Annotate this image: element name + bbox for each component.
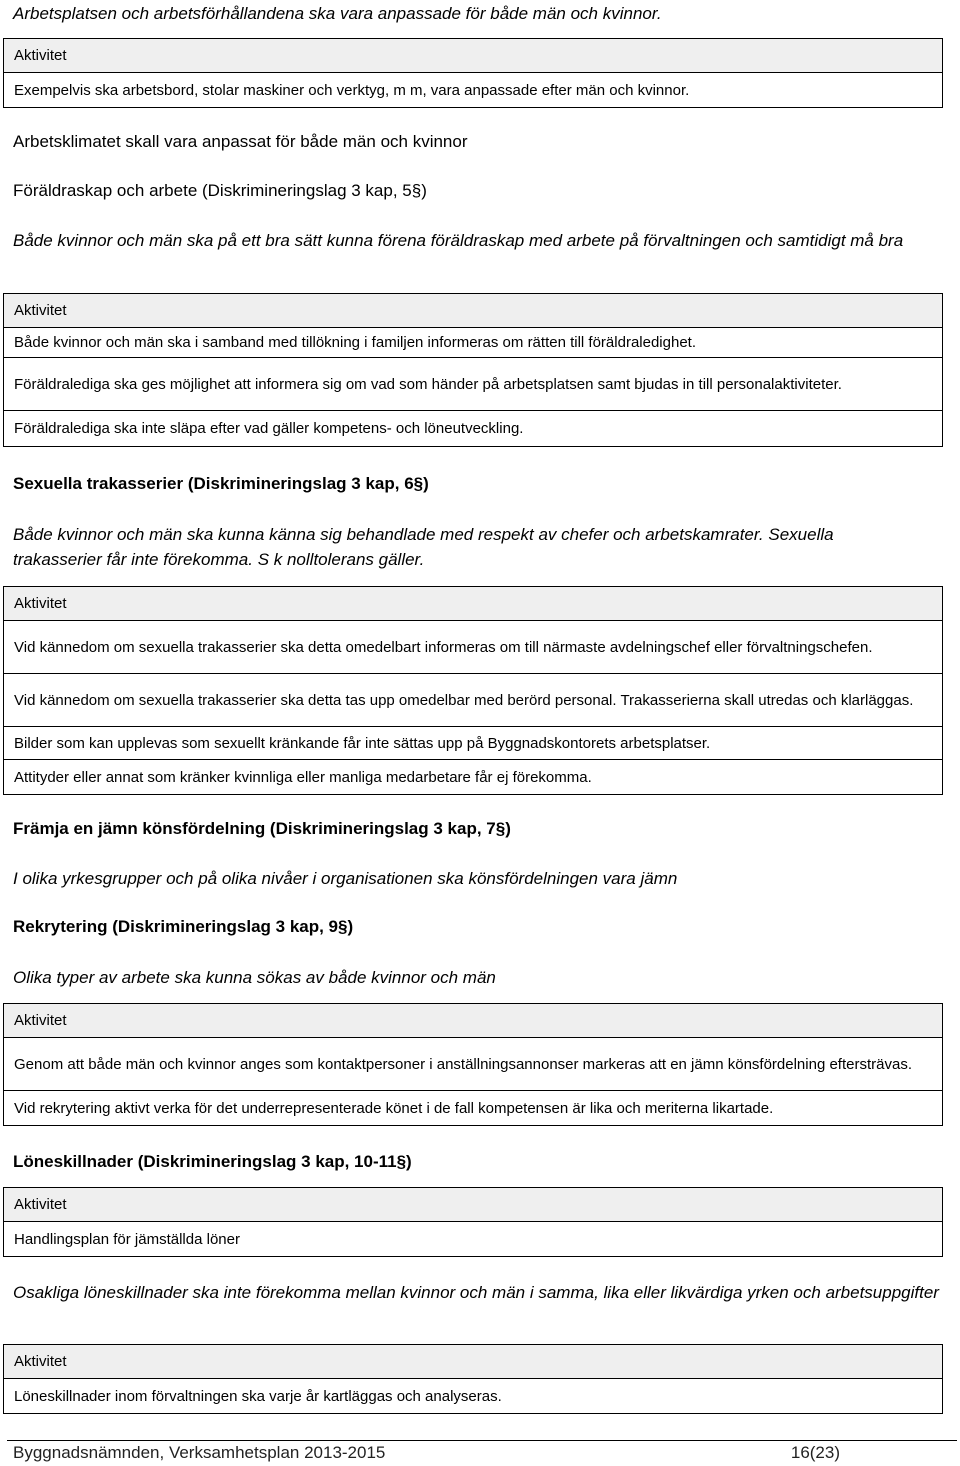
footer-document-title: Byggnadsnämnden, Verksamhetsplan 2013-2015 (13, 1443, 386, 1462)
section-goal-harassment: Både kvinnor och män ska kunna känna sig behandlade med respekt av chefer och arbetskamrater. Sexuella trakasserier får inte förekomma. S k nolltolerans gäller. (13, 525, 834, 569)
activity-box-header: Aktivitet (4, 1345, 942, 1379)
activity-box (3, 1003, 943, 1126)
activity-item: Föräldralediga ska inte släpa efter vad gäller kompetens- och löneutveckling. (14, 420, 524, 437)
climate-statement: Arbetsklimatet skall vara anpassat för både män och kvinnor (13, 132, 468, 151)
section-heading-pay: Löneskillnader (Diskrimineringslag 3 kap, 10-11§) (13, 1152, 412, 1171)
activity-item: Vid kännedom om sexuella trakasserier ska detta tas upp omedelbar med berörd personal. Trakasserierna skall utredas och klarläggas. (4, 674, 942, 727)
footer-page-number: 16(23) (790, 1443, 840, 1462)
section-goal-parenthood: Både kvinnor och män ska på ett bra sätt kunna förena föräldraskap med arbete på förvaltningen och samtidigt må bra (13, 231, 904, 250)
pay-goal-statement: Osakliga löneskillnader ska inte förekomma mellan kvinnor och män i samma, lika eller likvärdiga yrken och arbetsuppgifter (13, 1283, 939, 1302)
activity-box (3, 1187, 943, 1257)
section-heading-distribution: Främja en jämn könsfördelning (Diskrimineringslag 3 kap, 7§) (13, 819, 511, 838)
activity-item: Bilder som kan upplevas som sexuellt kränkande får inte sättas upp på Byggnadskontorets arbetsplatser. (4, 727, 942, 760)
section-goal-distribution: I olika yrkesgrupper och på olika nivåer i organisationen ska könsfördelningen vara jämn (13, 869, 678, 888)
activity-item: Genom att både män och kvinnor anges som kontaktpersoner i anställningsannonser markeras att en jämn könsfördelning eftersträvas. (4, 1038, 942, 1091)
section-heading-parenthood: Föräldraskap och arbete (Diskrimineringslag 3 kap, 5§) (13, 181, 427, 200)
activity-item: Föräldralediga ska ges möjlighet att informera sig om vad som händer på arbetsplatsen samt bjudas in till personalaktiviteter. (4, 358, 942, 411)
activity-box (3, 38, 943, 108)
activity-item: Exempelvis ska arbetsbord, stolar maskiner och verktyg, m m, vara anpassade efter män och kvinnor. (14, 81, 690, 99)
activity-item: Vid kännedom om sexuella trakasserier ska detta omedelbart informeras om till närmaste avdelningschef eller förvaltningschefen. (4, 621, 942, 674)
section-goal-recruitment: Olika typer av arbete ska kunna sökas av både kvinnor och män (13, 968, 496, 987)
activity-box-header: Aktivitet (4, 1004, 942, 1038)
activity-box-header: Aktivitet (4, 294, 942, 328)
activity-item: Vid rekrytering aktivt verka för det underrepresenterade könet i de fall kompetensen är lika och meriterna likartade. (14, 1099, 774, 1117)
activity-box-header: Aktivitet (4, 1188, 942, 1222)
activity-item: Handlingsplan för jämställda löner (14, 1230, 240, 1248)
activity-box-header: Aktivitet (4, 39, 942, 73)
activity-item: Löneskillnader inom förvaltningen ska varje år kartläggas och analyseras. (14, 1387, 502, 1405)
activity-box (3, 586, 943, 795)
activity-box-header: Aktivitet (4, 587, 942, 621)
activity-box (3, 293, 943, 447)
activity-box (3, 1344, 943, 1414)
intro-statement: Arbetsplatsen och arbetsförhållandena ska vara anpassade för både män och kvinnor. (13, 4, 662, 23)
section-heading-harassment: Sexuella trakasserier (Diskrimineringslag 3 kap, 6§) (13, 474, 429, 493)
activity-item: Attityder eller annat som kränker kvinnliga eller manliga medarbetare får ej förekomma. (14, 768, 592, 786)
activity-item: Både kvinnor och män ska i samband med tillökning i familjen informeras om rätten till föräldraledighet. (4, 328, 942, 358)
section-heading-recruitment: Rekrytering (Diskrimineringslag 3 kap, 9§) (13, 917, 354, 936)
footer-divider (7, 1440, 957, 1441)
